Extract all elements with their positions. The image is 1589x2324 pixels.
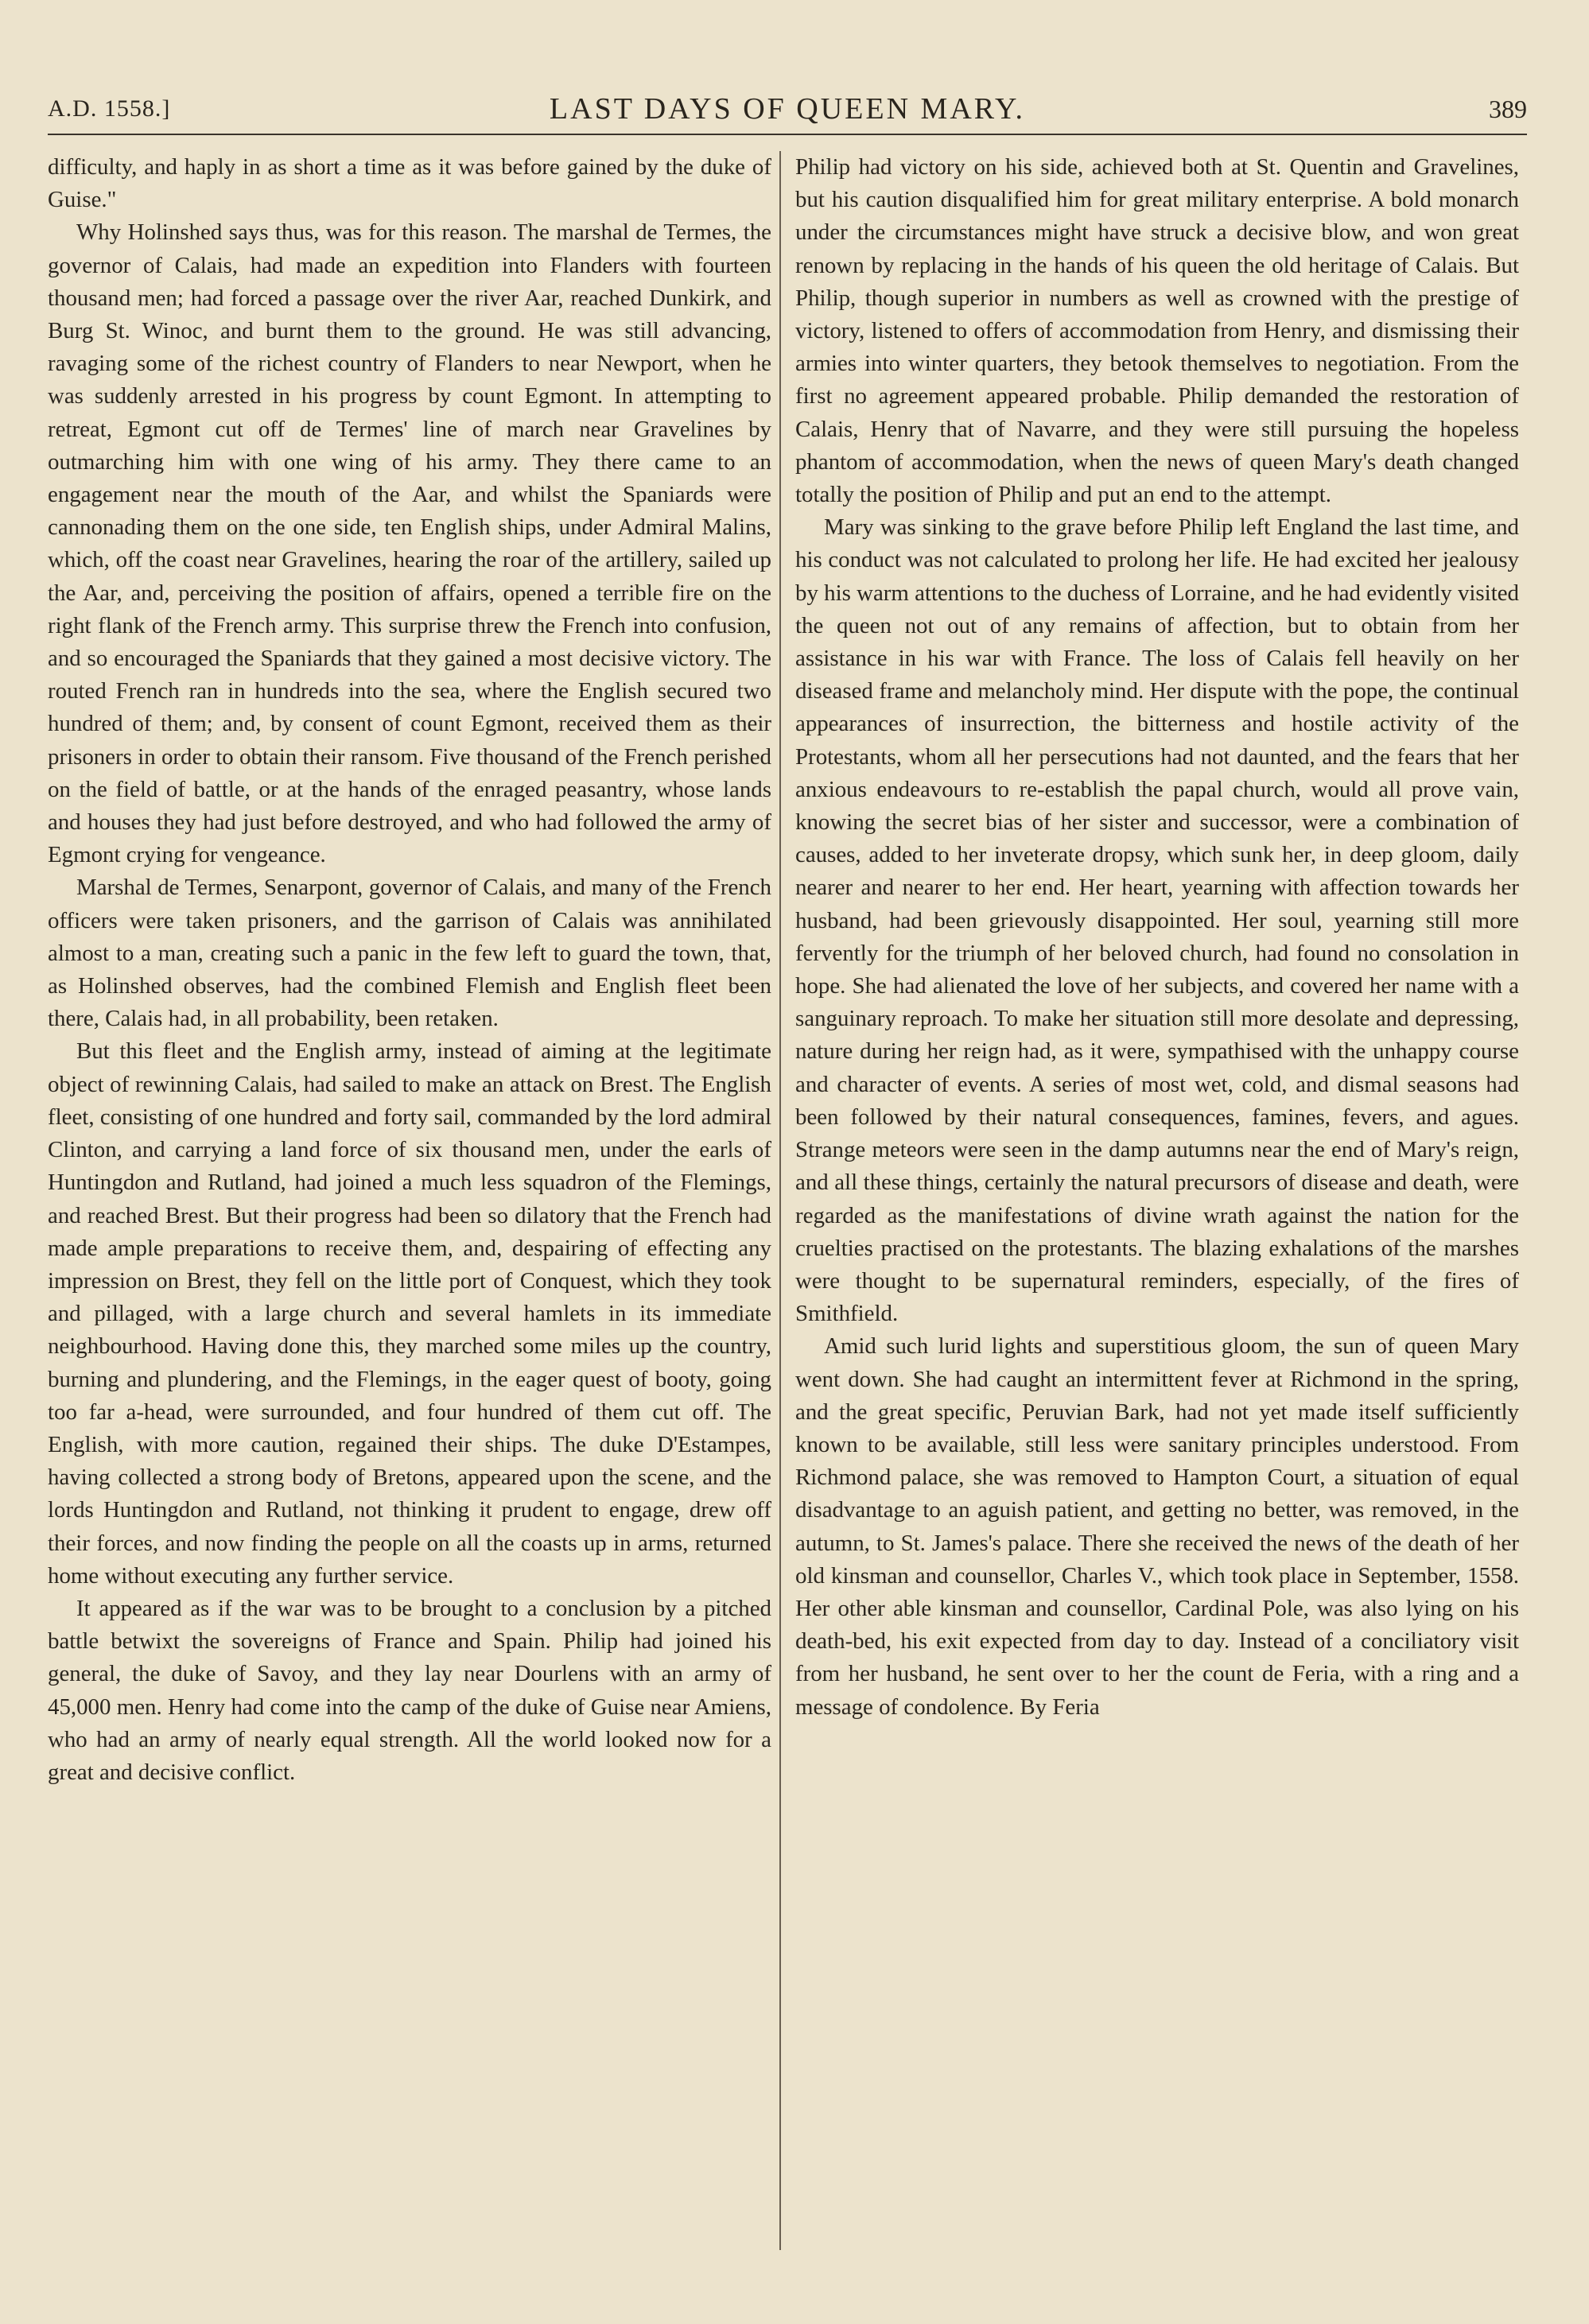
paragraph: Mary was sinking to the grave before Philip left England the last time, and his conduct was not calculated to prolong her life. He had excited her jealousy by his warm attentions to the duchess of Lorraine, and he had evidently visited the queen not out of any remains of affection, but to obtain from her assistance in his war with France. The loss of Calais fell heavily on her diseased frame and melancholy mind. Her dispute with the pope, the continual appearances of insurrection, the bitterness and hostile activity of the Protestants, whom all her persecutions had not daunted, and the fears that her anxious endeavours to re-establish the papal church, would all prove vain, knowing the secret bias of her sister and successor, were a combination of causes, added to her inveterate dropsy, which sunk her, in deep gloom, daily nearer and nearer to her end. Her heart, yearning with affection towards her husband, had been grievously disappointed. Her soul, yearning still more fervently for the triumph of her beloved church, had found no consolation in hope. She had alienated the love of her subjects, and covered her name with a sanguinary reproach. To make her situation still more desolate and depressing, nature during her reign had, as it were, sympathised with the unhappy course and character of events. A series of most wet, cold, and dismal seasons had been followed by their natural consequences, famines, fevers, and agues. Strange meteors were seen in the damp autumns near the end of Mary's reign, and all these things, certainly the natural precursors of disease and death, were regarded as the manifestations of divine wrath against the nation for the cruelties practised on the protestants. The blazing exhalations of the marshes were thought to be supernatural reminders, especially, of the fires of Smithfield.	[795, 514, 1519, 1327]
paragraph: Marshal de Termes, Senarpont, governor of Calais, and many of the French officers were taken prisoners, and the garrison of Calais was annihilated almost to a man, creating such a panic in the few left to guard the town, that, as Holinshed observes, had the combined Flemish and English fleet been there, Calais had, in all probability, been retaken.	[48, 875, 771, 1032]
page-number: 389	[1489, 95, 1527, 123]
right-column	[795, 151, 1519, 2290]
paragraph: It appeared as if the war was to be brought to a conclusion by a pitched battle betwixt the sovereigns of France and Spain. Philip had joined his general, the duke of Savoy, and they lay near Dourlens with an army of 45,000 men. Henry had come into the camp of the duke of Guise near Amiens, who had an army of nearly equal strength. All the world looked now for a great and decisive conflict.	[48, 1595, 771, 1785]
paragraph: difficulty, and haply in as short a time as it was before gained by the duke of Guise."	[48, 154, 771, 213]
paragraph: Philip had victory on his side, achieved both at St. Quentin and Gravelines, but his caution disqualified him for great military enterprise. A bold monarch under the circumstances might have struck a decisive blow, and won great renown by replacing in the hands of his queen the old heritage of Calais. But Philip, though superior in numbers as well as crowned with the prestige of victory, listened to offers of accommodation from Henry, and dismissing their armies into winter quarters, they betook themselves to negotiation. From the first no agreement appeared probable. Philip demanded the restoration of Calais, Henry that of Navarre, and they were still pursuing the hopeless phantom of accommodation, when the news of queen Mary's death changed totally the position of Philip and put an end to the attempt.	[795, 154, 1519, 508]
paragraph: But this fleet and the English army, instead of aiming at the legitimate object of rewinning Calais, had sailed to make an attack on Brest. The English fleet, consisting of one hundred and forty sail, commanded by the lord admiral Clinton, and carrying a land force of six thousand men, under the earls of Huntingdon and Rutland, had joined a much less squadron of the Flemings, and reached Brest. But their progress had been so dilatory that the French had made ample preparations to receive them, and, despairing of effecting any impression on Brest, they fell on the little port of Conquest, which they took and pillaged, with a large church and several hamlets in its immediate neighbourhood. Having done this, they marched some miles up the country, burning and plundering, and the Flemings, in the eager quest of booty, going too far a-head, were surrounded, and four hundred of them cut off. The English, with more caution, regained their ships. The duke D'Estampes, having collected a strong body of Bretons, appeared upon the scene, and the lords Huntingdon and Rutland, not thinking it prudent to engage, drew off their forces, and now finding the people on all the coasts up in arms, returned home without executing any further service.	[48, 1038, 771, 1589]
header-date: A.D. 1558.]	[48, 95, 171, 122]
paragraph: Why Holinshed says thus, was for this reason. The marshal de Termes, the governor of Calais, had made an expedition into Flanders with fourteen thousand men; had forced a passage over the river Aar, reached Dunkirk, and Burg St. Winoc, and burnt them to the ground. He was still advancing, ravaging some of the richest country of Flanders to near Newport, when he was suddenly arrested in his progress by count Egmont. In attempting to retreat, Egmont cut off de Termes' line of march near Gravelines by outmarching him with one wing of his army. They there came to an engagement near the mouth of the Aar, and whilst the Spaniards were cannonading them on the one side, ten English ships, under Admiral Malins, which, off the coast near Gravelines, hearing the roar of the artillery, sailed up the Aar, and, perceiving the position of affairs, opened a terrible fire on the right flank of the French army. This surprise threw the French into confusion, and so encouraged the Spaniards that they gained a most decisive victory. The routed French ran in hundreds into the sea, where the English secured two hundred of them; and, by consent of count Egmont, received them as their prisoners in order to obtain their ransom. Five thousand of the French perished on the field of battle, or at the hands of the enraged peasantry, whose lands and houses they had just before destroyed, and who had followed the army of Egmont crying for vengeance.	[48, 219, 771, 868]
paragraph: Amid such lurid lights and superstitious gloom, the sun of queen Mary went down. She had caught an intermittent fever at Richmond in the spring, and the great specific, Peruvian Bark, had not yet made itself sufficiently known to be available, still less were sanitary principles understood. From Richmond palace, she was removed to Hampton Court, a situation of equal disadvantage to an aguish patient, and getting no better, was removed, in the autumn, to St. James's palace. There she received the news of the death of her old kinsman and counsellor, Charles V., which took place in September, 1558. Her other able kinsman and counsellor, Cardinal Pole, was also lying on his death-bed, his exit expected from day to day. Instead of a conciliatory visit from her husband, he sent over to her the count de Feria, with a ring and a message of condolence. By Feria	[795, 1333, 1519, 1720]
header-title: LAST DAYS OF QUEEN MARY.	[549, 92, 1026, 126]
running-header	[48, 89, 1527, 129]
header-rule	[48, 134, 1527, 135]
left-column	[48, 151, 771, 2290]
column-divider	[779, 151, 781, 2250]
